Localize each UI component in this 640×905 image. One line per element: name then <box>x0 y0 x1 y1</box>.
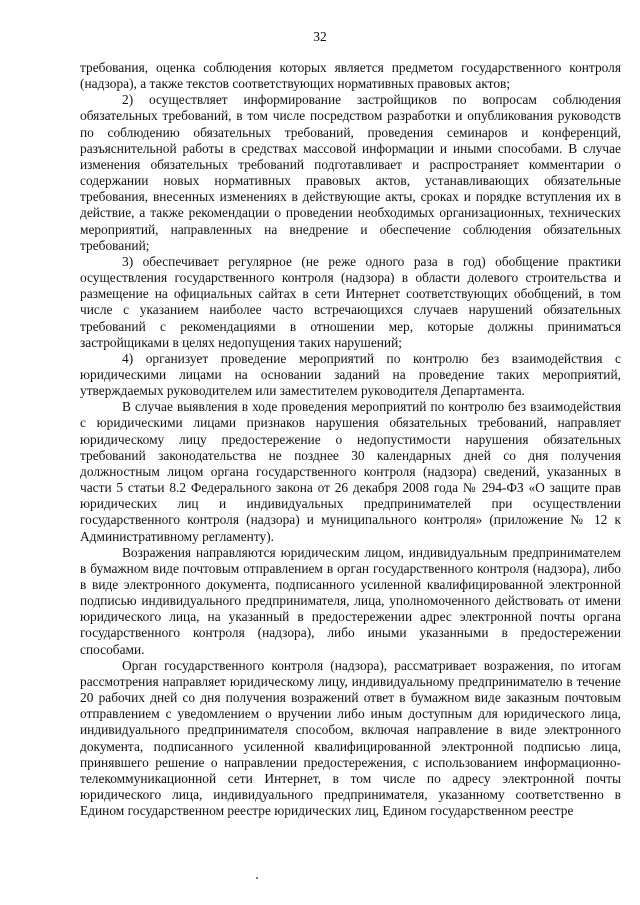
paragraph-requirements-continuation: требования, оценка соблюдения которых является предметом государственного контроля (надзора), а также текстов соответствующих нормативных правовых актов; <box>80 60 621 92</box>
paragraph-objections: Возражения направляются юридическим лицом, индивидуальным предпринимателем в бумажном виде почтовым отправлением в орган государственного контроля (надзора), либо в виде электронного документа, подписанного усиленной квалифицированной электронной подписью индивидуального предпринимателя, лица, уполномоченного действовать от имени юридического лица, на указанный в предостережении адрес электронной почты органа государственного контроля (надзора), либо иными указанными в предостережении способами. <box>80 544 621 657</box>
paragraph-item-3-practice-summary: 3) обеспечивает регулярное (не реже одного раза в год) обобщение практики осуществления государственного контроля (надзора) в области долевого строительства и размещение на официальных сайтах в сети Интернет соответствующих обобщений, в том числе с указанием наиболее часто встречающихся случаев нарушений обязательных требований с рекомендациями в отношении мер, которые должны приниматься застройщиками в целях недопущения таких нарушений; <box>80 253 621 350</box>
paragraph-objection-review: Орган государственного контроля (надзора), рассматривает возражения, по итогам рассмотрения направляет юридическому лицу, индивидуальному предпринимателю в течение 20 рабочих дней со дня получения возражений ответ в бумажном виде заказным почтовым отправлением с уведомлением о вручении либо иным доступным для юридического лица, индивидуального предпринимателя способом, включая направление в виде электронного документа, подписанного усиленной квалифицированной электронной подписью лица, принявшего решение о направлении предостережения, с использованием информационно-телекоммуникационной сети Интернет, в том числе по адресу электронной почты юридического лица, индивидуального предпринимателя, указанному соответственно в Едином государственном реестре юридических лиц, Едином государственном реестре <box>80 657 621 819</box>
scan-speck <box>256 877 258 879</box>
paragraph-item-4-control-measures: 4) организует проведение мероприятий по контролю без взаимодействия с юридическими лицами на основании заданий на проведение таких мероприятий, утверждаемых руководителем или заместителем руководителя Департамента. <box>80 350 621 399</box>
paragraph-warning-issuance: В случае выявления в ходе проведения мероприятий по контролю без взаимодействия с юридическими лицами признаков нарушения обязательных требований, направляет юридическому лицу предостережение о недопустимости нарушения обязательных требований законодательства не позднее 30 календарных дней со дня получения должностным лицом органа государственного контроля (надзора) сведений, указанных в части 5 статьи 8.2 Федерального закона от 26 декабря 2008 года № 294-ФЗ «О защите прав юридических лиц и индивидуальных предпринимателей при осуществлении государственного контроля (надзора) и муниципального контроля» (приложение № 12 к Административному регламенту). <box>80 399 621 544</box>
document-body <box>80 60 621 819</box>
page-number: 32 <box>313 29 327 44</box>
paragraph-item-2-informing: 2) осуществляет информирование застройщиков по вопросам соблюдения обязательных требований, в том числе посредством разработки и опубликования руководств по соблюдению обязательных требований, проведения семинаров и конференций, разъяснительной работы в средствах массовой информации и иными способами. В случае изменения обязательных требований подготавливает и распространяет комментарии о содержании новых нормативных правовых актов, устанавливающих обязательные требования, внесенных изменениях в действующие акты, сроках и порядке вступления их в действие, а также рекомендации о проведении необходимых организационных, технических мероприятий, направленных на внедрение и обеспечение соблюдения обязательных требований; <box>80 92 621 253</box>
